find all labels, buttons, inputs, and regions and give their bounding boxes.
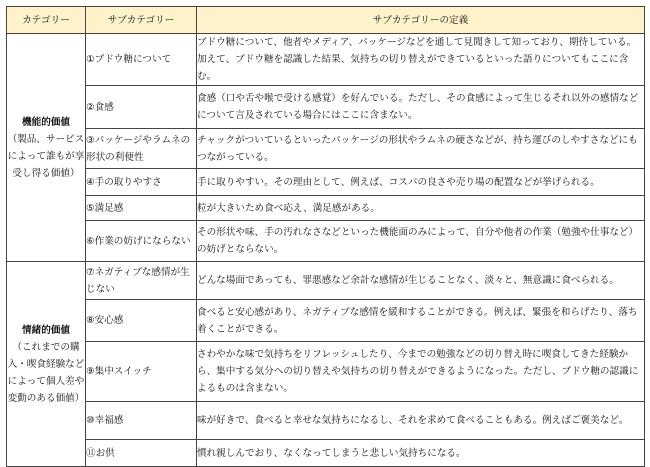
- category-description: （これまでの購入・喫食経験などによって個人差や変動のある価値）: [7, 341, 85, 404]
- category-description: （製品、サービスによって誰もが享受し得る価値）: [7, 133, 85, 179]
- table-row: [7, 169, 645, 196]
- subcategory-cell: ⑦ネガティブな感情が生じない: [86, 262, 197, 300]
- subcategory-cell: ④手の取りやすさ: [86, 169, 197, 196]
- table-row: [7, 300, 645, 342]
- definition-cell: 手に取りやすい。その理由として、例えば、コスパの良さや売り場の配置などが挙げられる。: [197, 169, 645, 196]
- table-row: [7, 342, 645, 402]
- header-row: [7, 7, 645, 34]
- subcategory-cell: ③パッケージやラムネの形状の利便性: [86, 129, 197, 169]
- definition-cell: どんな場面であっても、罪悪感など余計な感情が生じることなく、淡々と、無意識に食べられる。: [197, 262, 645, 300]
- definition-cell: 食べると安心感があり、ネガティブな感情を緩和することができる。例えば、緊張を和らげたり、落ち着くことができる。: [197, 300, 645, 342]
- table-row: [7, 86, 645, 129]
- category-cell-emotional: [7, 262, 86, 467]
- table-row: [7, 221, 645, 262]
- definition-cell: 食感（口や舌や喉で受ける感覚）を好んでいる。ただし、その食感によって生じるそれ以外の感情などについて言及されている場合にはここに含まない。: [197, 86, 645, 129]
- definition-cell: 慣れ親しんでおり、なくなってしまうと悲しい気持ちになる。: [197, 440, 645, 467]
- subcategory-cell: ⑪お供: [86, 440, 197, 467]
- header-subcategory: サブカテゴリー: [86, 7, 197, 34]
- subcategory-cell: ⑧安心感: [86, 300, 197, 342]
- definition-cell: ブドウ糖について、他者やメディア、パッケージなどを通して見聞きして知っており、期待している。加えて、ブドウ糖を認識した結果、気持ちの切り替えができているといった語りについてもここに含む。: [197, 34, 645, 86]
- definition-cell: 味が好きで、食べると幸せな気持ちになるし、それを求めて食べることもある。例えばご褒美など。: [197, 402, 645, 440]
- definition-cell: その形状や味、手の汚れなさなどといった機能面のみによって、自分や他者の作業（勉強や仕事など）の妨げとならない。: [197, 221, 645, 262]
- subcategory-cell: ①ブドウ糖について: [86, 34, 197, 86]
- table-row: [7, 440, 645, 467]
- table-row: [7, 196, 645, 221]
- definition-cell: チャックがついているといったパッケージの形状やラムネの硬さなどが、持ち運びのしやすさなどにもつながっている。: [197, 129, 645, 169]
- table-row: [7, 129, 645, 169]
- category-name: 機能的価値: [22, 116, 70, 128]
- table-row: [7, 262, 645, 300]
- subcategory-cell: ②食感: [86, 86, 197, 129]
- table-row: [7, 402, 645, 440]
- category-name: 情緒的価値: [22, 324, 70, 336]
- definition-cell: さわやかな味で気持ちをリフレッシュしたり、今までの勉強などの切り替え時に喫食してきた経験から、集中する気分への切り替えや気持ちの切り替えができるようになった。ただし、ブドウ糖の認識によるものは含まない。: [197, 342, 645, 402]
- subcategory-cell: ⑥作業の妨げにならない: [86, 221, 197, 262]
- subcategory-cell: ⑩幸福感: [86, 402, 197, 440]
- category-cell-functional: [7, 34, 86, 262]
- subcategory-cell: ⑨集中スイッチ: [86, 342, 197, 402]
- header-definition: サブカテゴリーの定義: [197, 7, 645, 34]
- header-category: カテゴリー: [7, 7, 86, 34]
- category-table: [6, 6, 645, 467]
- subcategory-cell: ⑤満足感: [86, 196, 197, 221]
- table-row: [7, 34, 645, 86]
- definition-cell: 粒が大きいため食べ応え、満足感がある。: [197, 196, 645, 221]
